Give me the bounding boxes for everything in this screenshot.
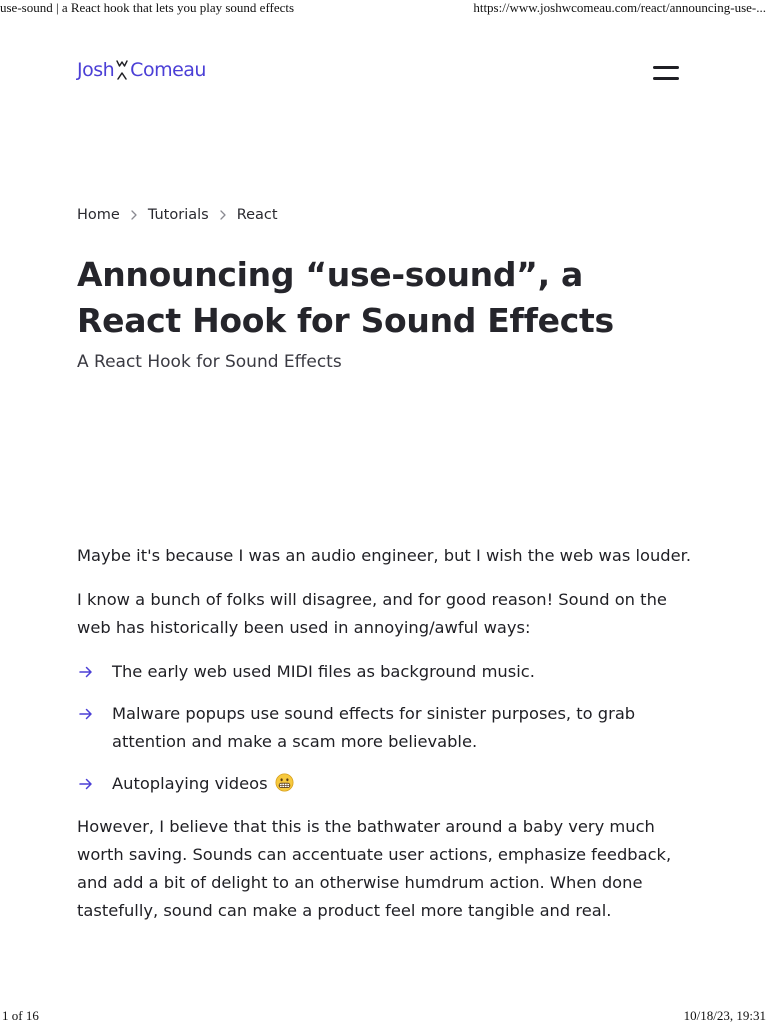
arrow-right-icon (79, 770, 95, 798)
article-body (77, 542, 697, 941)
grimacing-face-icon (275, 773, 294, 792)
print-page-number: 1 of 16 (2, 1008, 39, 1023)
breadcrumb-home[interactable]: Home (77, 207, 120, 223)
arrow-right-icon (79, 700, 95, 728)
breadcrumb-react[interactable]: React (236, 207, 278, 223)
logo-first-name: Josh (77, 59, 115, 81)
menu-bar-bottom (653, 77, 679, 80)
chevron-right-icon (209, 207, 237, 223)
list-item (77, 700, 697, 756)
breadcrumb-tutorials[interactable]: Tutorials (147, 207, 209, 223)
article-subtitle: A React Hook for Sound Effects (77, 352, 342, 372)
logo-last-name: Comeau (130, 59, 206, 81)
list-item-text: Autoplaying videos (112, 774, 268, 793)
paragraph-however: However, I believe that this is the bathwater around a baby very much worth saving. Sounds can accentuate user actions, emphasize feedback, and add a bit of delight to an otherwise humdrum action. When done tastefully, sound can make a product feel more tangible and real. (77, 817, 672, 920)
print-datetime: 10/18/23, 19:31 (683, 1008, 766, 1023)
annoying-sound-list (77, 658, 697, 798)
site-logo[interactable] (77, 58, 206, 88)
print-page-title: use-sound | a React hook that lets you play sound effects (0, 0, 295, 15)
list-item-text: Malware popups use sound effects for sinister purposes, to grab attention and make a scam more believable. (112, 704, 636, 751)
print-header (0, 0, 768, 18)
site-header (77, 54, 681, 94)
hamburger-menu-icon[interactable] (653, 62, 681, 84)
paragraph-disagree: I know a bunch of folks will disagree, and for good reason! Sound on the web has historically been used in annoying/awful ways: (77, 590, 667, 637)
logo-mark-icon (115, 58, 129, 82)
paragraph-intro: Maybe it's because I was an audio engineer, but I wish the web was louder. (77, 546, 692, 565)
list-item-text: The early web used MIDI files as background music. (112, 662, 535, 681)
breadcrumb (77, 207, 278, 223)
print-footer (0, 1008, 768, 1024)
list-item (77, 770, 697, 798)
list-item (77, 658, 697, 686)
menu-bar-top (653, 66, 679, 69)
article-title: Announcing “use-sound”, a React Hook for Sound Effects (77, 255, 614, 340)
chevron-right-icon (120, 207, 148, 223)
print-page-url: https://www.joshwcomeau.com/react/announcing-use-... (473, 0, 766, 15)
arrow-right-icon (79, 658, 95, 686)
